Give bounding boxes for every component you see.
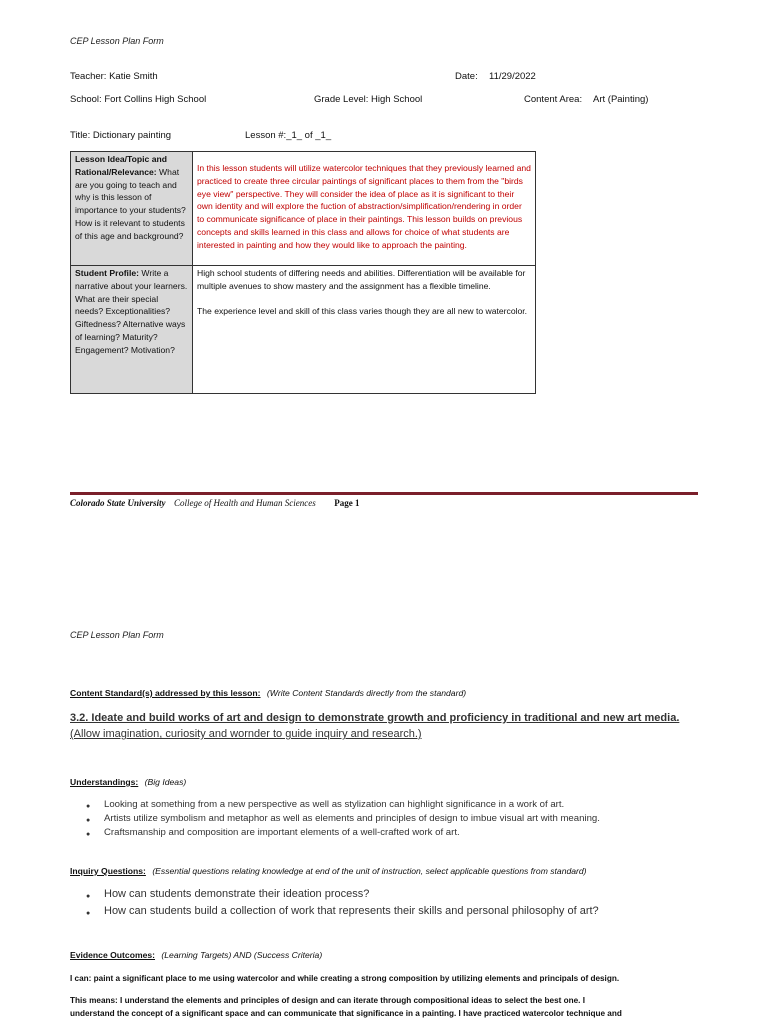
- standard-subtitle: (Allow imagination, curiosity and wornder to guide inquiry and research.): [70, 728, 422, 740]
- form-title-page2: CEP Lesson Plan Form: [70, 630, 164, 640]
- school-field: School: Fort Collins High School: [70, 94, 207, 105]
- student-profile-label: Student Profile: Write a narrative about your learners. What are their special needs? Exceptionalities? Giftedness? Alternative ways of learning? Maturity? Engagement? Motivation?: [71, 266, 193, 394]
- lesson-idea-label: Lesson Idea/Topic and Rational/Relevance: What are you going to teach and why is this lesson of importance to your students? How is it relevant to students of this age and background?: [71, 152, 193, 266]
- i-can-statement: I can: paint a significant place to me using watercolor and while creating a strong composition by utilizing elements and principals of design.: [70, 974, 620, 983]
- footer-page-number: Page 1: [334, 498, 360, 508]
- content-area-label: Content Area:: [524, 94, 583, 105]
- page-footer: [70, 498, 360, 508]
- understandings-heading: Understandings: (Big Ideas): [70, 777, 187, 787]
- date-label: Date:: [455, 71, 478, 82]
- evidence-heading: Evidence Outcomes: (Learning Targets) AND (Success Criteria): [70, 950, 323, 960]
- student-profile-paragraph: The experience level and skill of this class varies though they are all new to watercolor.: [197, 305, 528, 316]
- student-profile-content: [193, 266, 536, 394]
- list-item: ● How can students demonstrate their ideation process?: [86, 886, 599, 903]
- date-value: 11/29/2022: [489, 71, 536, 82]
- student-profile-paragraph: High school students of differing needs and abilities. Differentiation will be available for multiple avenues to show mastery and the assignment has a flexible timeline.: [197, 268, 526, 291]
- table-row: [71, 266, 536, 394]
- standard-heading: 3.2. Ideate and build works of art and design to demonstrate growth and proficiency in traditional and new art media.: [70, 712, 680, 724]
- table-row: [71, 152, 536, 266]
- this-means-line-2: understand the concept of a significant space and can communicate that significance in a painting. I have practiced watercolor technique and: [70, 1009, 622, 1018]
- inquiry-list: [70, 886, 599, 920]
- content-standard-heading: Content Standard(s) addressed by this lesson: (Write Content Standards directly from the standard): [70, 688, 467, 698]
- understandings-list: [70, 798, 600, 840]
- footer-college: College of Health and Human Sciences: [174, 498, 316, 508]
- this-means-line-1: This means: I understand the elements and principles of design and can iterate through compositional ideas to select the best one. I: [70, 996, 586, 1005]
- form-title: CEP Lesson Plan Form: [70, 36, 164, 46]
- lesson-plan-table: [70, 151, 536, 394]
- content-area-value: Art (Painting): [593, 94, 649, 105]
- list-item: ● Looking at something from a new perspective as well as stylization can highlight significance in a work of art.: [86, 798, 600, 812]
- grade-level-field: Grade Level: High School: [314, 94, 423, 105]
- lesson-title: Title: Dictionary painting: [70, 130, 172, 141]
- list-item: ● How can students build a collection of work that represents their skills and personal philosophy of art?: [86, 903, 599, 920]
- teacher-field: Teacher: Katie Smith: [70, 71, 158, 82]
- lesson-idea-content: In this lesson students will utilize watercolor techniques that they previously learned and practiced to create three circular paintings of significant places to them from the "birds eye view" perspective. They will consider the idea of place as it is significant to their own identity and will explore the fuction of abstraction/simplification/rendering in order to communicate significance of place in their paintings. This lesson builds on previous concepts and skills learned in this class and allows for choice of what students are interested in painting and how they would like to approach the painting.: [193, 152, 536, 266]
- footer-university: Colorado State University: [70, 498, 166, 508]
- inquiry-heading: Inquiry Questions: (Essential questions relating knowledge at end of the unit of instruction, select applicable questions from standard): [70, 866, 587, 876]
- footer-divider: [70, 492, 698, 495]
- lesson-number: Lesson #:_1_ of _1_: [245, 130, 332, 141]
- list-item: ● Craftsmanship and composition are important elements of a well-crafted work of art.: [86, 826, 600, 840]
- list-item: ● Artists utilize symbolism and metaphor as well as elements and principles of design to imbue visual art with meaning.: [86, 812, 600, 826]
